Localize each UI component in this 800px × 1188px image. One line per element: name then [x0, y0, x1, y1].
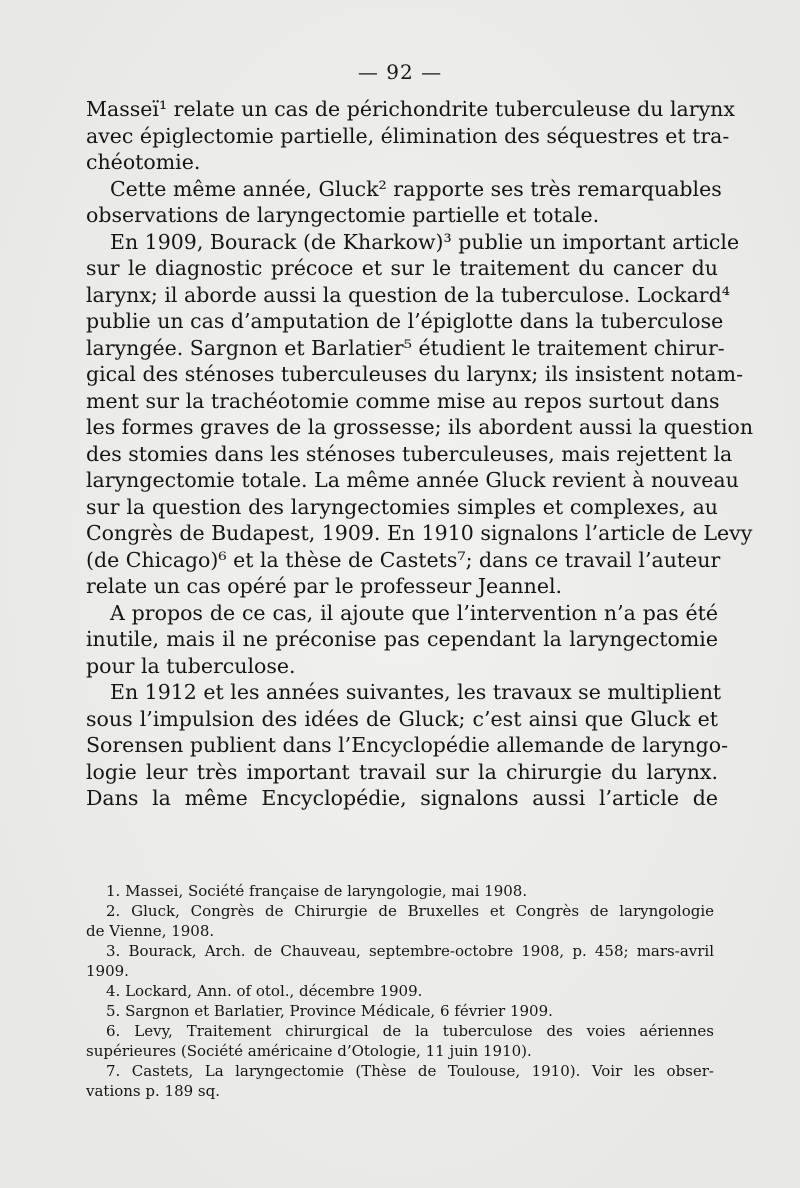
footnote-line: 4. Lockard, Ann. of otol., décembre 1909. — [106, 982, 423, 1000]
footnote-line: supérieures (Société américaine d’Otologie, 11 juin 1910). — [86, 1042, 532, 1060]
body-line: ment sur la trachéotomie comme mise au repos surtout dans — [86, 388, 720, 413]
body-line: chéotomie. — [86, 150, 201, 174]
footnote-line: 2. Gluck, Congrès de Chirurgie de Bruxelles et Congrès de laryngologie — [106, 902, 714, 920]
body-line: sur le diagnostic précoce et sur le traitement du cancer du — [86, 256, 718, 280]
page-number: — 92 — — [357, 60, 443, 84]
footnotes — [86, 881, 714, 1101]
body-line: En 1912 et les années suivantes, les travaux se multiplient — [110, 680, 722, 704]
body-line: Cette même année, Gluck² rapporte ses très remarquables — [110, 176, 722, 201]
body-line: inutile, mais il ne préconise pas cependant la laryngectomie — [86, 627, 718, 651]
body-line: sur la question des laryngectomies simples et complexes, au — [86, 494, 718, 519]
footnote-line: 3. Bourack, Arch. de Chauveau, septembre-octobre 1908, p. 458; mars-avril — [106, 942, 714, 960]
footnote-line: 1909. — [86, 962, 129, 980]
footnote-line: de Vienne, 1908. — [86, 922, 215, 940]
body-line: publie un cas d’amputation de l’épiglotte dans la tuberculose — [86, 309, 724, 333]
footnote-line: 1. Massei, Société française de laryngologie, mai 1908. — [106, 882, 528, 900]
body-line: Masseï¹ relate un cas de périchondrite tuberculeuse du larynx — [86, 97, 735, 121]
footnote-line: 7. Castets, La laryngectomie (Thèse de Toulouse, 1910). Voir les obser- — [106, 1062, 714, 1080]
body-line: observations de laryngectomie partielle et totale. — [86, 203, 600, 227]
body-line: laryngée. Sargnon et Barlatier⁵ étudient le traitement chirur- — [86, 335, 725, 360]
body-line: pour la tuberculose. — [86, 653, 296, 678]
body-line: relate un cas opéré par le professeur Jeannel. — [86, 574, 563, 598]
body-line: larynx; il aborde aussi la question de la tuberculose. Lockard⁴ — [86, 282, 730, 307]
body-line: sous l’impulsion des idées de Gluck; c’est ainsi que Gluck et — [86, 706, 718, 731]
body-line: laryngectomie totale. La même année Gluck revient à nouveau — [86, 468, 739, 492]
body-line: avec épiglectomie partielle, élimination des séquestres et tra- — [86, 123, 730, 148]
body-line: Sorensen publient dans l’Encyclopédie allemande de laryngo- — [86, 733, 729, 757]
body-line: gical des sténoses tuberculeuses du larynx; ils insistent notam- — [86, 362, 744, 386]
body-line: Dans la même Encyclopédie, signalons aussi l’article de — [86, 786, 718, 810]
body-line: des stomies dans les sténoses tuberculeuses, mais rejettent la — [86, 441, 733, 466]
body-line: En 1909, Bourack (de Kharkow)³ publie un important article — [110, 229, 740, 254]
body-line: les formes graves de la grossesse; ils abordent aussi la question — [86, 415, 754, 439]
footnote-line: 5. Sargnon et Barlatier, Province Médicale, 6 février 1909. — [106, 1002, 553, 1020]
footnote-line: 6. Levy, Traitement chirurgical de la tuberculose des voies aériennes — [106, 1022, 714, 1040]
body-line: logie leur très important travail sur la chirurgie du larynx. — [86, 759, 718, 784]
body-line: Congrès de Budapest, 1909. En 1910 signalons l’article de Levy — [86, 521, 753, 545]
body-line: A propos de ce cas, il ajoute que l’intervention n’a pas été — [110, 600, 718, 625]
footnote-line: vations p. 189 sq. — [86, 1082, 221, 1100]
body-line: (de Chicago)⁶ et la thèse de Castets⁷; dans ce travail l’auteur — [86, 547, 721, 572]
body-text — [86, 96, 754, 812]
